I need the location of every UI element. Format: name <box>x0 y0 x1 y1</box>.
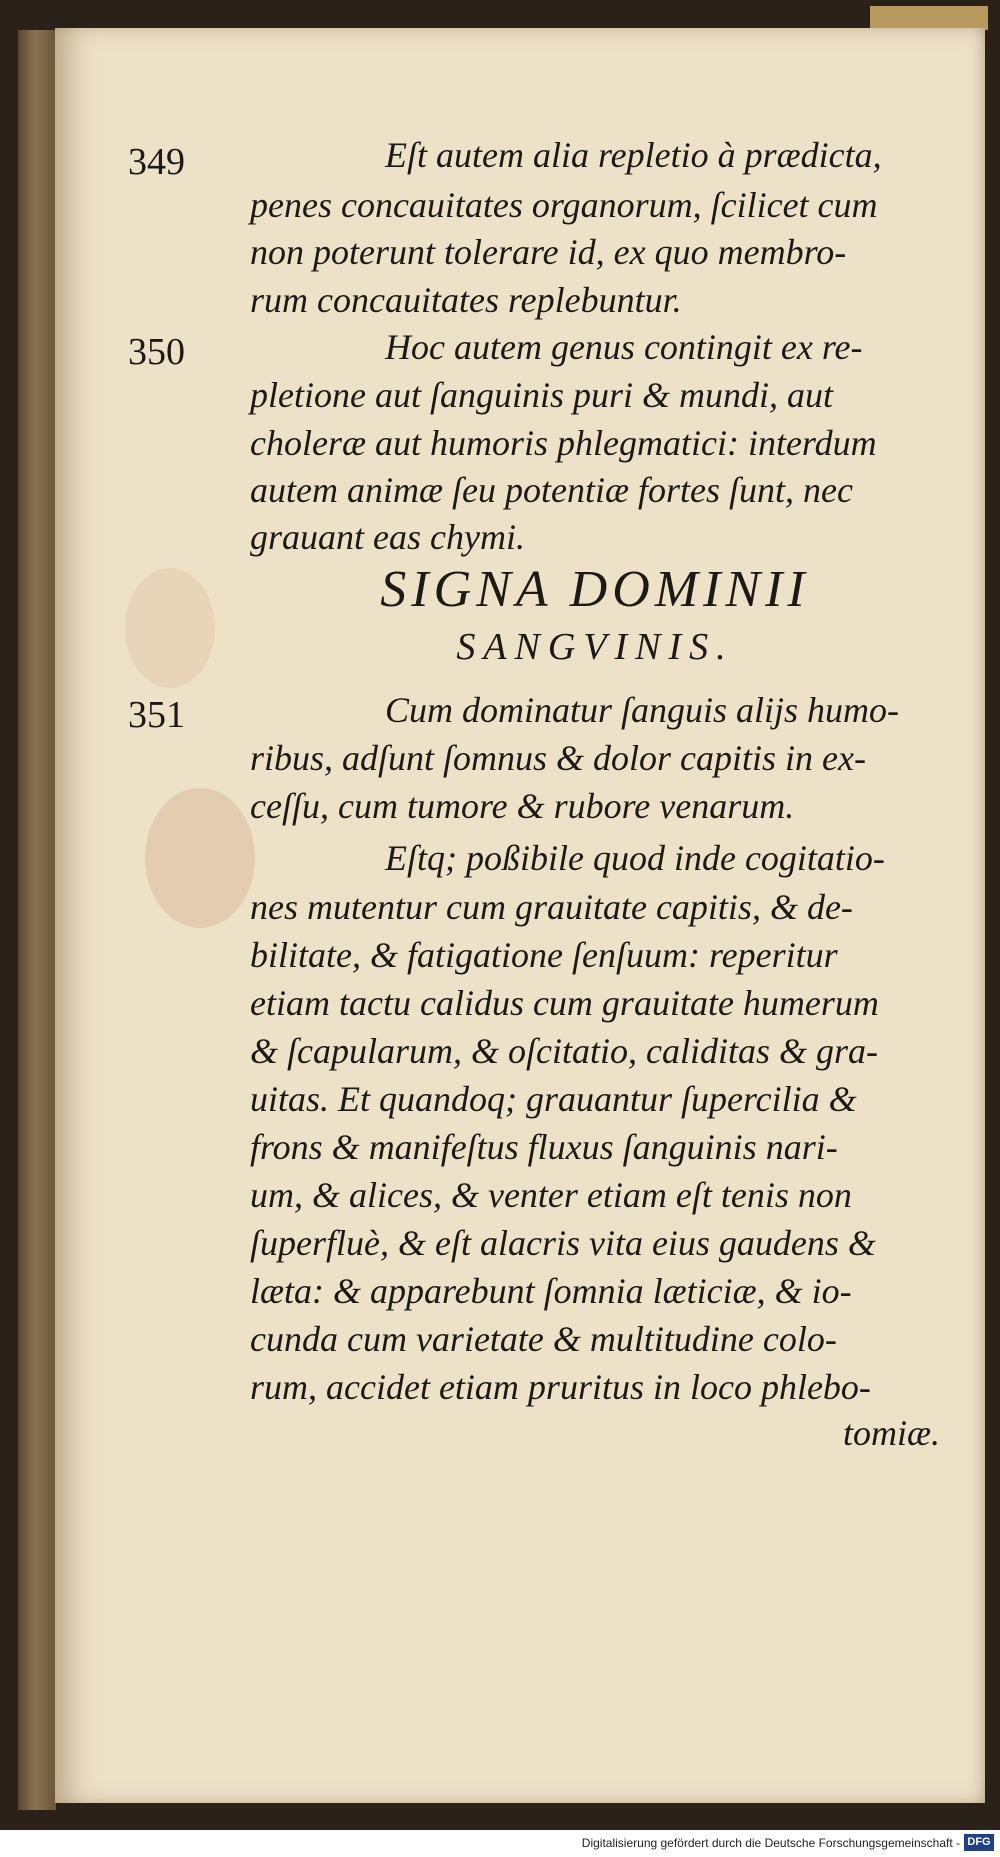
text-line: læta: & apparebunt ſomnia læticiæ, & io- <box>250 1271 852 1311</box>
paragraph-number-350: 350 <box>128 331 185 373</box>
page-tab <box>870 6 988 30</box>
text-line: Eſt autem alia repletio à prædicta, <box>385 135 882 175</box>
section-heading: SIGNA DOMINII <box>380 561 810 618</box>
book-spine <box>18 30 56 1810</box>
text-line: pletione aut ſanguinis puri & mundi, aut <box>250 375 833 415</box>
text-line: um, & alices, & venter etiam eſt tenis non <box>250 1175 852 1215</box>
paragraph-number-351: 351 <box>128 694 185 736</box>
digitization-footer <box>0 1830 1000 1857</box>
dfg-logo: DFG <box>964 1834 994 1851</box>
text-line: Hoc autem genus contingit ex re- <box>385 327 863 367</box>
text-line: etiam tactu calidus cum grauitate humerum <box>250 983 879 1023</box>
text-line: rum concauitates replebuntur. <box>250 280 682 320</box>
text-line: non poterunt tolerare id, ex quo membro- <box>250 232 847 272</box>
text-line: ſuperfluè, & eſt alacris vita eius gaudens & <box>250 1223 876 1263</box>
text-line: grauant eas chymi. <box>250 517 525 557</box>
text-line: rum, accidet etiam pruritus in loco phlebo- <box>250 1367 871 1407</box>
paragraph-number-349: 349 <box>128 141 185 183</box>
text-line: frons & manifeſtus fluxus ſanguinis nari- <box>250 1127 838 1167</box>
text-line: Eſtq; poßibile quod inde cogitatio- <box>385 838 885 878</box>
text-line: bilitate, & fatigatione ſenſuum: reperitur <box>250 935 838 975</box>
text-line: ceſſu, cum tumore & rubore venarum. <box>250 786 795 826</box>
text-line: penes concauitates organorum, ſcilicet cum <box>250 185 878 225</box>
page-stain <box>125 568 215 688</box>
text-line: uitas. Et quandoq; grauantur ſupercilia & <box>250 1079 857 1119</box>
text-line: cunda cum varietate & multitudine colo- <box>250 1319 837 1359</box>
catchword: tomiæ. <box>842 1413 940 1453</box>
text-line: autem animæ ſeu potentiæ fortes ſunt, nec <box>250 470 853 510</box>
text-line: & ſcapularum, & oſcitatio, caliditas & gra- <box>250 1031 878 1071</box>
footer-credit: Digitalisierung gefördert durch die Deutsche Forschungsgemeinschaft - <box>581 1836 960 1850</box>
page-stain <box>145 788 255 928</box>
text-line: nes mutentur cum grauitate capitis, & de- <box>250 887 853 927</box>
text-line: Cum dominatur ſanguis alijs humo- <box>385 690 900 730</box>
text-line: ribus, adſunt ſomnus & dolor capitis in ex- <box>250 738 866 778</box>
text-line: choleræ aut humoris phlegmatici: interdum <box>250 423 877 463</box>
section-subheading: SANGVINIS. <box>456 626 734 668</box>
